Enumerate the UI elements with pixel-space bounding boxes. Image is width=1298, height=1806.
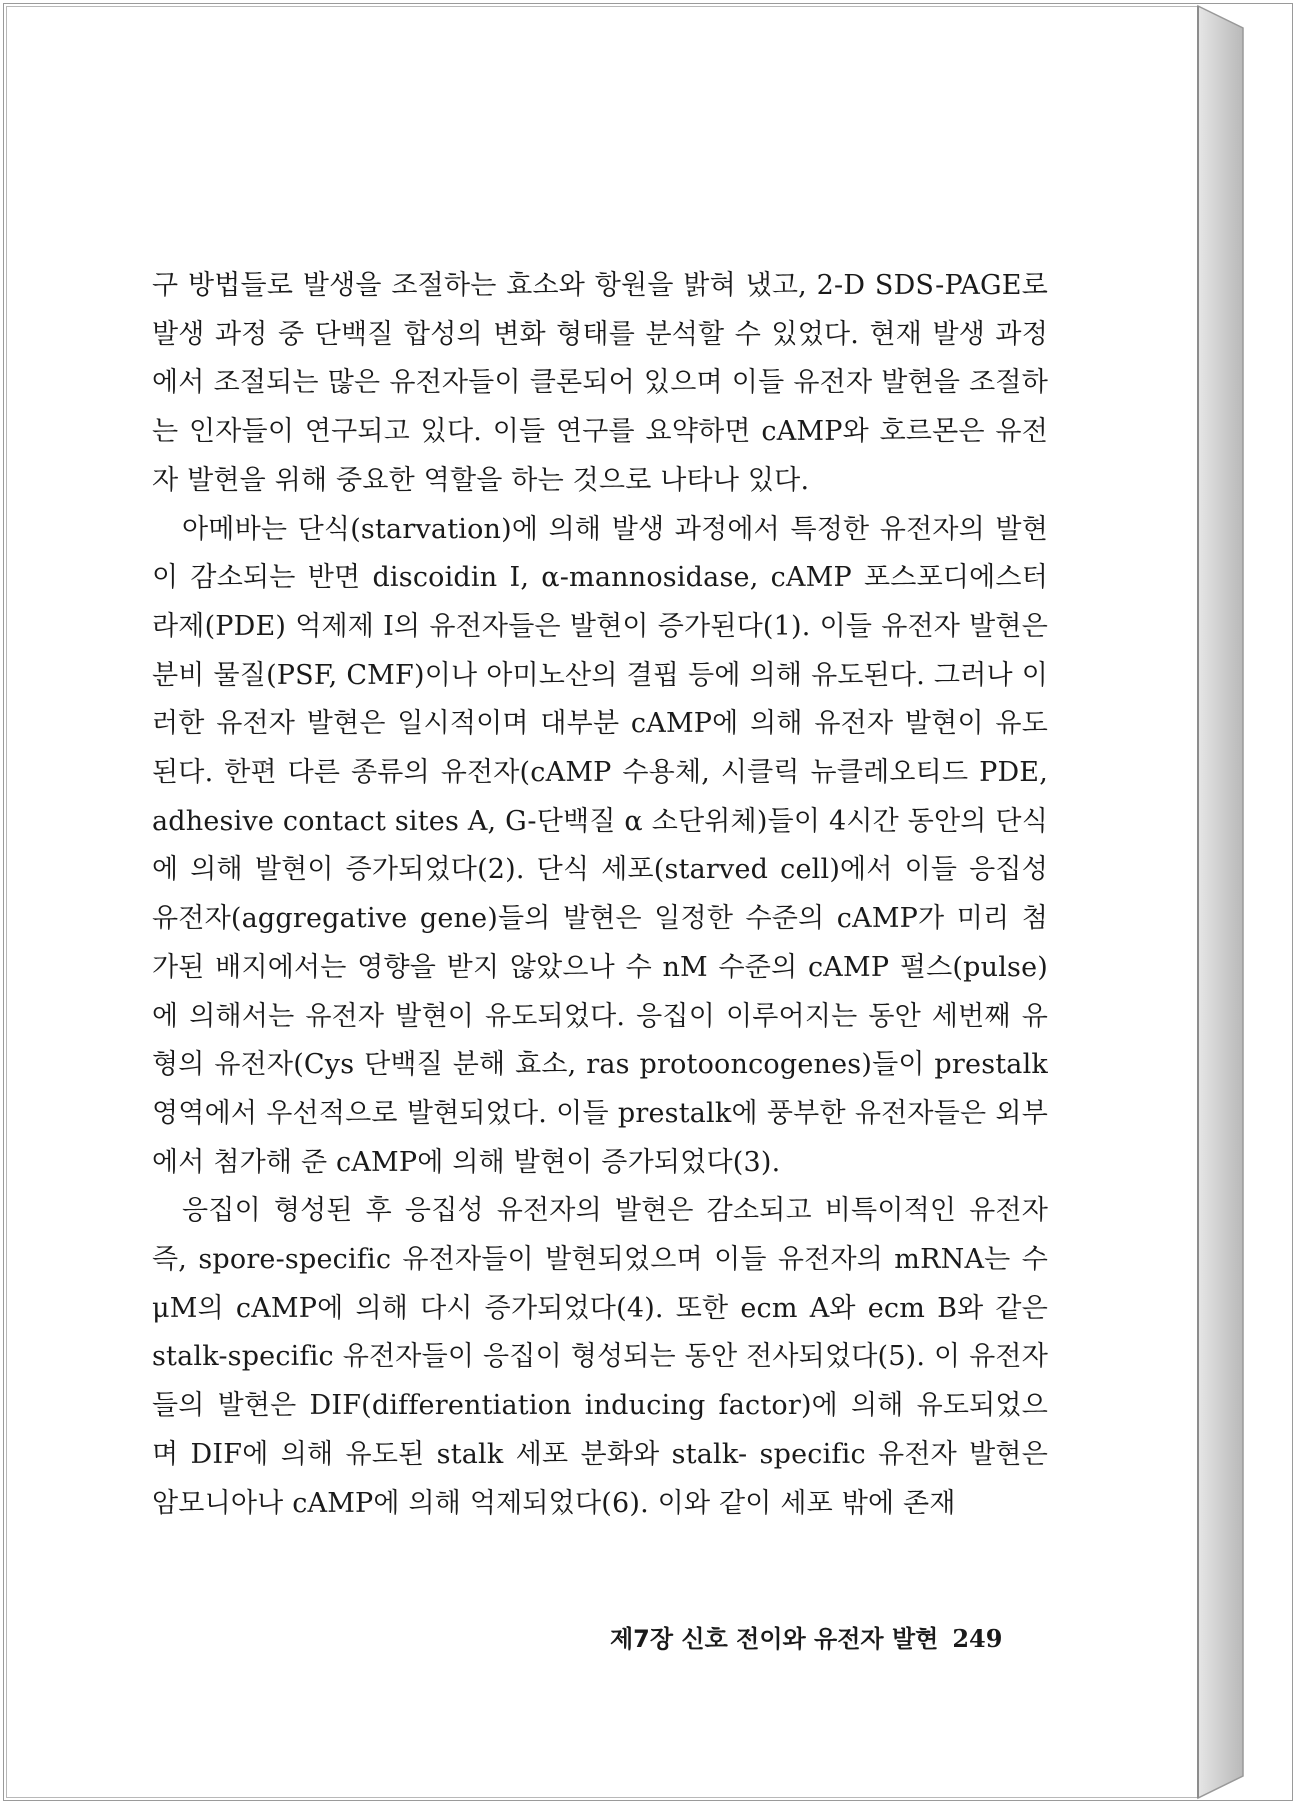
paragraph-1: 구 방법들로 발생을 조절하는 효소와 항원을 밝혀 냈고, 2-D SDS-PAGE로 발생 과정 중 단백질 합성의 변화 형태를 분석할 수 있었다. 현재 발생 과정에서 조절되는 많은 유전자들이 클론되어 있으며 이들 유전자 발현을 조절하는 인자들이 연구되고 있다. 이들 연구를 요약하면 cAMP와 호르몬은 유전자 발현을 위해 중요한 역할을 하는 것으로 나타나 있다. [152,270,1048,496]
paragraph-2: 아메바는 단식(starvation)에 의해 발생 과정에서 특정한 유전자의 발현이 감소되는 반면 discoidin I, α-mannosidase, cAMP 포스포디에스터라제(PDE) 억제제 I의 유전자들은 발현이 증가된다(1). 이들 유전자 발현은 분비 물질(PSF, CMF)이나 아미노산의 결핍 등에 의해 유도된다. 그러나 이러한 유전자 발현은 일시적이며 대부분 cAMP에 의해 유전자 발현이 유도된다. 한편 다른 종류의 유전자(cAMP 수용체, 시클릭 뉴클레오티드 PDE, adhesive contact sites A, G-단백질 α 소단위체)들이 4시간 동안의 단식에 의해 발현이 증가되었다(2). 단식 세포(starved cell)에서 이들 응집성 유전자(aggregative gene)들의 발현은 일정한 수준의 cAMP가 미리 첨가된 배지에서는 영향을 받지 않았으나 수 nM 수준의 cAMP 펄스(pulse)에 의해서는 유전자 발현이 유도되었다. 응집이 이루어지는 동안 세번째 유형의 유전자(Cys 단백질 분해 효소, ras protooncogenes)들이 prestalk 영역에서 우선적으로 발현되었다. 이들 prestalk에 풍부한 유전자들은 외부에서 첨가해 준 cAMP에 의해 발현이 증가되었다(3). [152,513,1048,1178]
page-number: 249 [952,1624,1003,1653]
chapter-title: 제7장 신호 전이와 유전자 발현 [610,1625,939,1653]
paragraph-3: 응집이 형성된 후 응집성 유전자의 발현은 감소되고 비특이적인 유전자 즉, spore-specific 유전자들이 발현되었으며 이들 유전자의 mRNA는 수 μM의 cAMP에 의해 다시 증가되었다(4). 또한 ecm A와 ecm B와 같은 stalk-specific 유전자들이 응집이 형성되는 동안 전사되었다(5). 이 유전자들의 발현은 DIF(differentiation inducing factor)에 의해 유도되었으며 DIF에 의해 유도된 stalk 세포 분화와 stalk- specific 유전자 발현은 암모니아나 cAMP에 의해 억제되었다(6). 이와 같이 세포 밖에 존재 [152,1195,1048,1519]
body-text [152,262,1048,1528]
page-footer [610,1619,1050,1654]
